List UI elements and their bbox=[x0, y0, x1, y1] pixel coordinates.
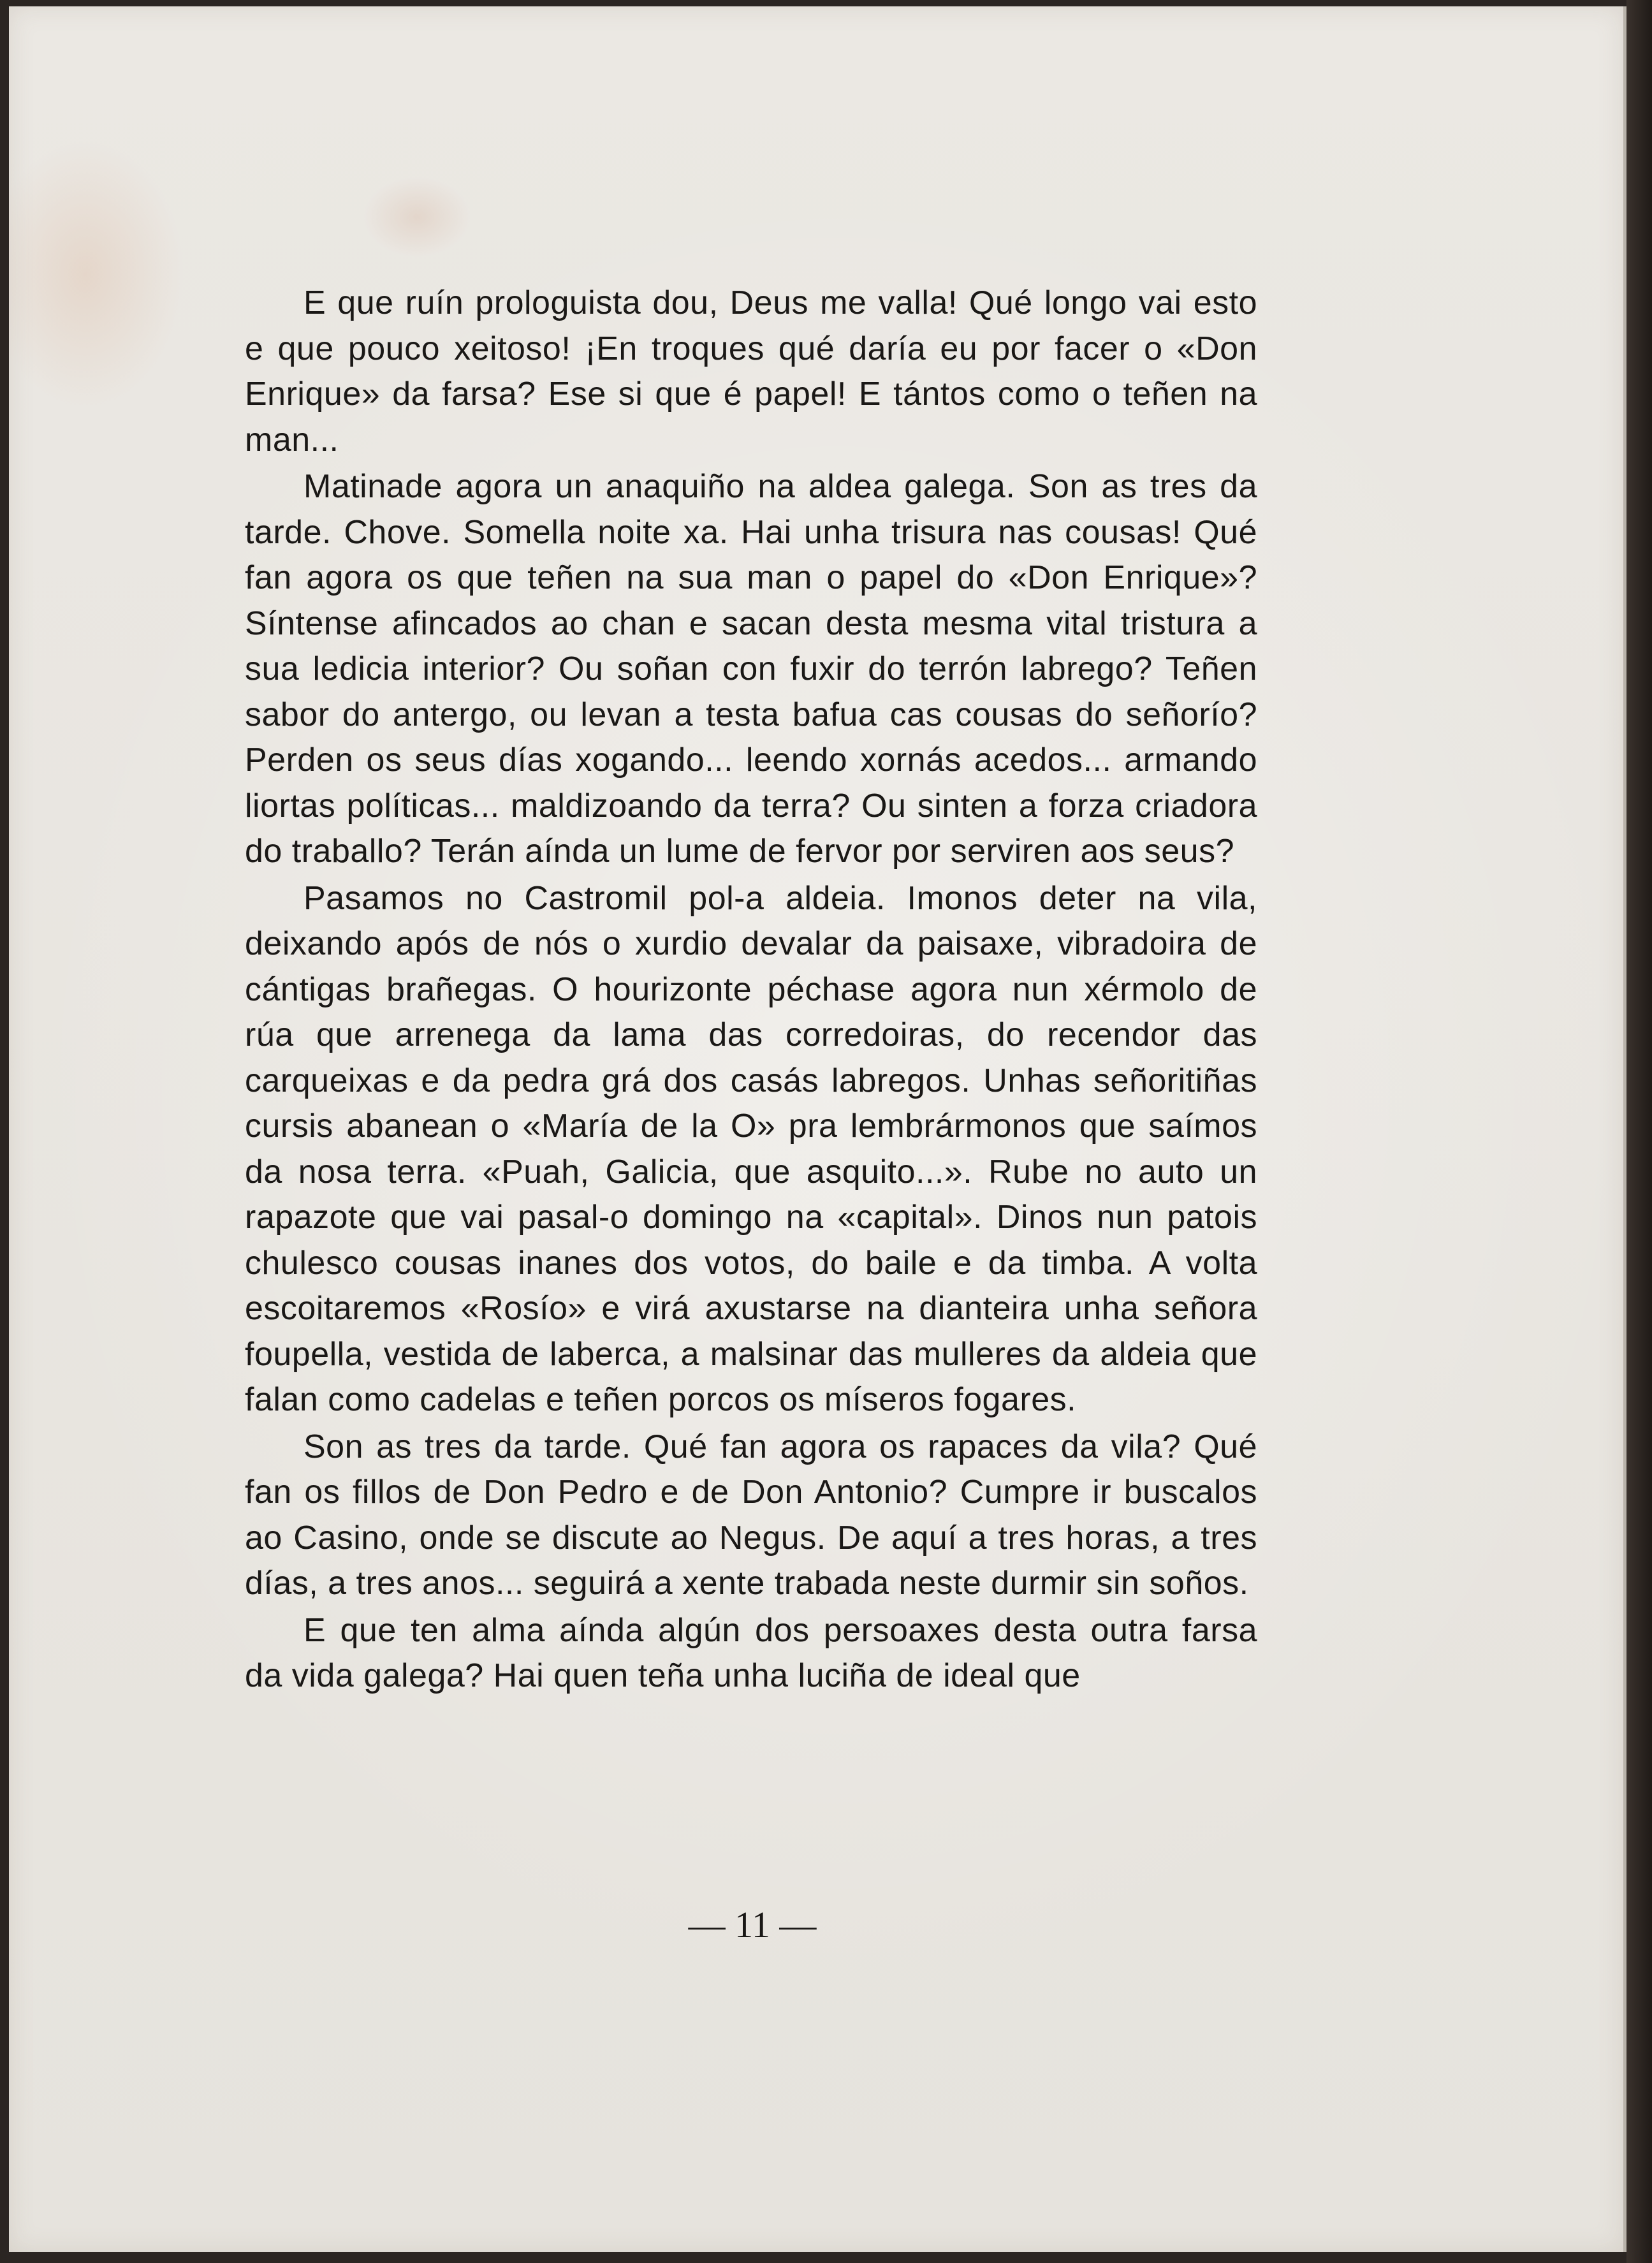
paragraph-1: E que ruín prologuista dou, Deus me valla! Qué longo vai esto e que pouco xeitoso! ¡En troques qué daría eu por facer o «Don Enrique» da farsa? Ese si que é papel! E tántos como o teñen na man... bbox=[245, 284, 1257, 458]
body-text bbox=[245, 281, 1257, 1701]
paragraph-2: Matinade agora un anaquiño na aldea galega. Son as tres da tarde. Chove. Somella noite xa. Hai unha trisura nas cousas! Qué fan agora os que teñen na sua man o papel do «Don Enrique»? Síntense afincados ao chan e sacan desta mesma vital tristura a sua ledicia interior? Ou soñan con fuxir do terrón labrego? Teñen sabor do antergo, ou levan a testa bafua cas cousas do señorío? Perden os seus días xogando... leendo xornás acedos... armando liortas políticas... maldizoando da terra? Ou sinten a forza criadora do traballo? Terán aínda un lume de fervor por serviren aos seus? bbox=[245, 468, 1257, 870]
paragraph-5: E que ten alma aínda algún dos persoaxes desta outra farsa da vida galega? Hai quen teña unha luciña de ideal que bbox=[245, 1611, 1257, 1694]
book-edge bbox=[1626, 0, 1652, 2263]
paragraph-4: Son as tres da tarde. Qué fan agora os rapaces da vila? Qué fan os fillos de Don Pedro e de Don Antonio? Cumpre ir buscalos ao Casino, onde se discute ao Negus. De aquí a tres horas, a tres días, a tres anos... seguirá a xente trabada neste durmir sin soños. bbox=[245, 1428, 1257, 1602]
paragraph-3: Pasamos no Castromil pol-a aldeia. Imonos deter na vila, deixando após de nós o xurdio devalar da paisaxe, vibradoira de cántigas brañegas. O hourizonte péchase agora nun xérmolo de rúa que arrenega da lama das corredoiras, do recendor das carqueixas e da pedra grá dos casás labregos. Unhas señoritiñas cursis abanean o «María de la O» pra lembrármonos que saímos da nosa terra. «Puah, Galicia, que asquito...». Rube no auto un rapazote que vai pasal-o domingo na «capital». Dinos nun patois chulesco cousas inanes dos votos, do baile e da timba. A volta escoitaremos «Rosío» e virá axustarse na dianteira unha señora foupella, vestida de laberca, a malsinar das mulleres da aldeia que falan como cadelas e teñen porcos os míseros fogares. bbox=[245, 879, 1257, 1418]
book-page bbox=[9, 6, 1627, 2252]
page-number: — 11 — bbox=[688, 1904, 817, 1945]
